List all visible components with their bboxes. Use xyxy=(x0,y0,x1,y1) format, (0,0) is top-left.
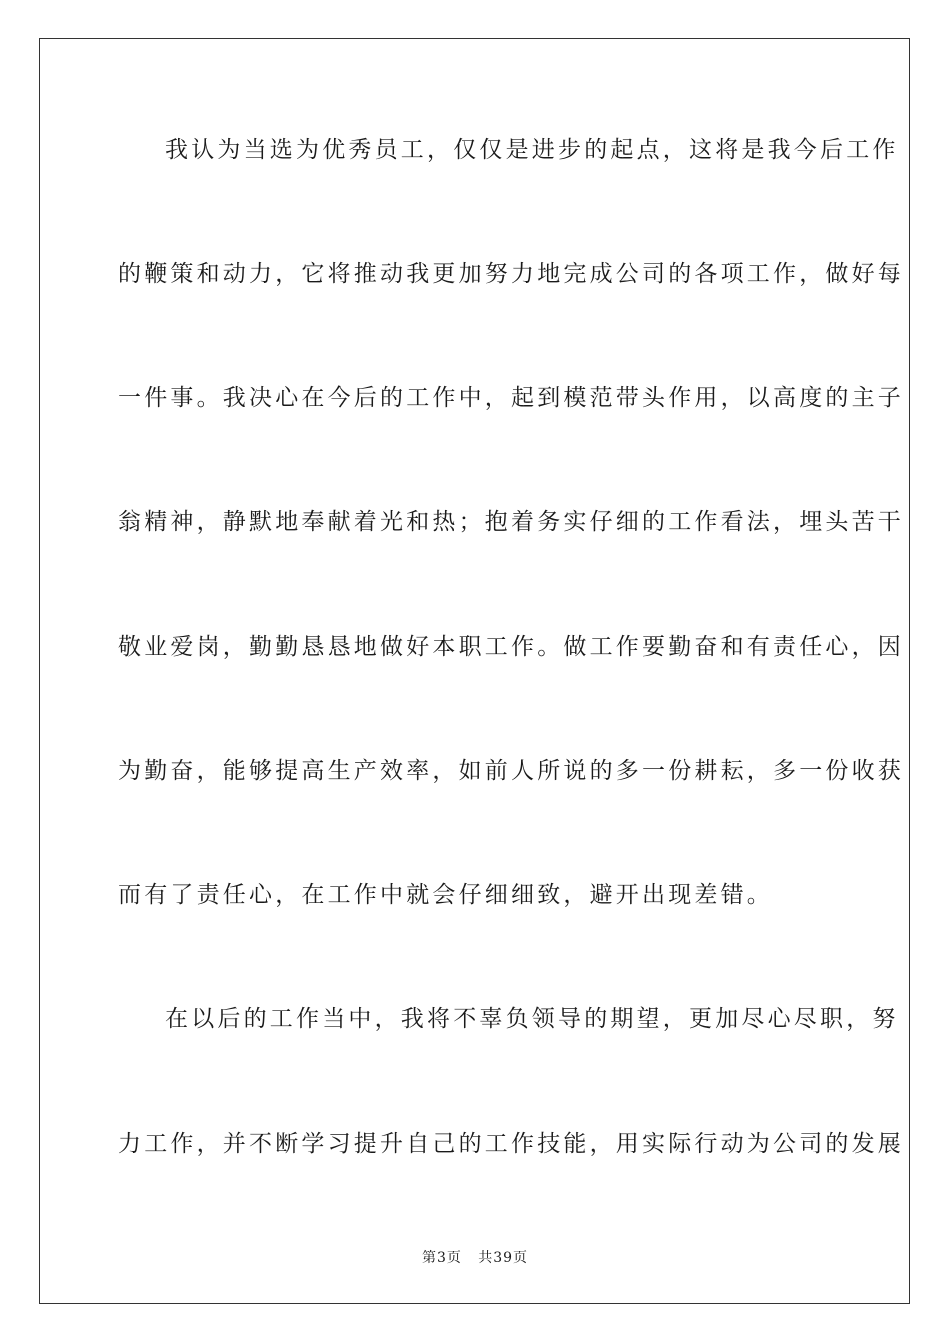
page-footer xyxy=(0,1247,950,1267)
footer-total-pages: 39 xyxy=(493,1250,514,1266)
paragraph-1-line-5: 敬业爱岗，勤勤恳恳地做好本职工作。做工作要勤奋和有责任心，因 xyxy=(118,634,904,660)
paragraph-2-line-2: 力工作，并不断学习提升自己的工作技能，用实际行动为公司的发展 xyxy=(118,1131,904,1157)
footer-total-suffix: 页 xyxy=(513,1250,529,1266)
footer-page-number: 3 xyxy=(436,1250,447,1266)
page-border xyxy=(39,38,910,1304)
paragraph-2-line-1: 在以后的工作当中，我将不辜负领导的期望，更加尽心尽职，努 xyxy=(165,1006,899,1032)
paragraph-1-line-7: 而有了责任心，在工作中就会仔细细致，避开出现差错。 xyxy=(118,882,773,908)
paragraph-1-line-6: 为勤奋，能够提高生产效率，如前人所说的多一份耕耘，多一份收获 xyxy=(118,758,904,784)
footer-page-suffix: 页 xyxy=(446,1250,462,1266)
paragraph-1-line-4: 翁精神，静默地奉献着光和热；抱着务实仔细的工作看法，埋头苦干 xyxy=(118,509,904,535)
footer-total-prefix: 共 xyxy=(478,1250,494,1266)
paragraph-1-line-2: 的鞭策和动力，它将推动我更加努力地完成公司的各项工作，做好每 xyxy=(118,261,904,287)
paragraph-1-line-1: 我认为当选为优秀员工，仅仅是进步的起点，这将是我今后工作 xyxy=(165,137,899,163)
paragraph-1-line-3: 一件事。我决心在今后的工作中，起到模范带头作用，以高度的主子 xyxy=(118,385,904,411)
footer-page-prefix: 第 xyxy=(421,1250,437,1266)
